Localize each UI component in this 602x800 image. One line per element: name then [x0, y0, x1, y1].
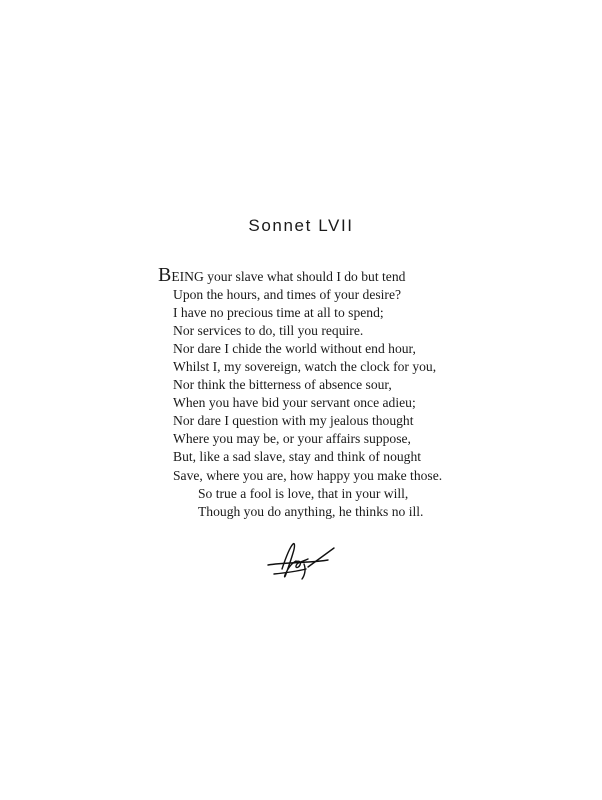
poem-line: Nor think the bitterness of absence sour,: [173, 377, 392, 393]
handwritten-signature-icon: [264, 541, 340, 583]
poem-title: Sonnet LVII: [248, 216, 354, 235]
poem-line: Nor dare I chide the world without end hour,: [173, 341, 416, 357]
poem-line: Nor services to do, till you require.: [173, 323, 364, 339]
poem-line-1-text: EING your slave what should I do but tend: [171, 269, 406, 284]
signature-svg: [264, 541, 340, 583]
poem-line: I have no precious time at all to spend;: [173, 305, 384, 321]
drop-cap: B: [158, 264, 172, 286]
poem-line: Where you may be, or your affairs suppose,: [173, 431, 411, 447]
poem-body: [158, 264, 478, 521]
poem-line: Nor dare I question with my jealous thought: [173, 413, 414, 429]
poem-line: Upon the hours, and times of your desire?: [173, 287, 402, 303]
poem-line: Whilst I, my sovereign, watch the clock for you,: [173, 359, 437, 375]
poem-line-1: [158, 264, 478, 286]
couplet-line: So true a fool is love, that in your will,: [198, 485, 409, 501]
poem-line: Save, where you are, how happy you make those.: [173, 467, 443, 483]
couplet-line: Though you do anything, he thinks no ill.: [198, 503, 424, 519]
poem-line: But, like a sad slave, stay and think of nought: [173, 449, 422, 465]
poem-line: When you have bid your servant once adieu;: [173, 395, 416, 411]
